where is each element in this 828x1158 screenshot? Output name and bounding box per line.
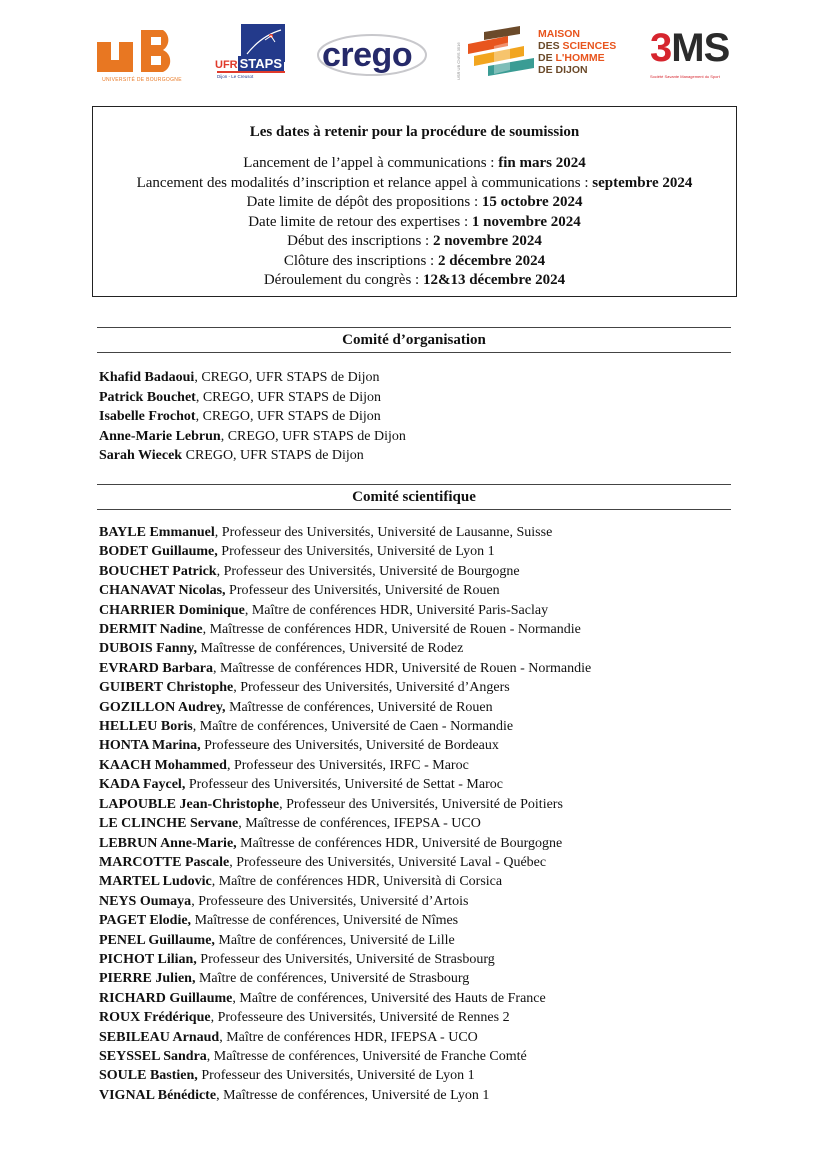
member-row	[99, 427, 406, 447]
member-name: LEBRUN Anne-Marie,	[99, 835, 237, 851]
key-dates-box	[92, 106, 737, 297]
key-date-label: Lancement de l’appel à communications :	[243, 155, 499, 171]
member-name: SOULE Bastien,	[99, 1068, 198, 1084]
key-date-label: Clôture des inscriptions :	[283, 252, 438, 269]
member-affiliation: , Maître de conférences HDR, Université Paris-Saclay	[244, 602, 549, 618]
msh-emblem-icon	[464, 26, 540, 84]
member-affiliation: , Maître de conférences HDR, Università di Corsica	[211, 874, 503, 890]
member-name: PENEL Guillaume,	[99, 932, 215, 948]
member-row	[99, 601, 591, 620]
member-name: BOUCHET Patrick	[99, 563, 217, 579]
member-affiliation: , Professeur des Universités, Université d’Angers	[233, 680, 510, 696]
member-row	[99, 950, 591, 969]
member-affiliation: Professeur des Universités, Université de Lyon 1	[197, 1068, 475, 1084]
msh-line2a: DES	[538, 40, 560, 52]
member-affiliation: , CREGO, UFR STAPS de Dijon	[195, 409, 381, 424]
member-affiliation: , Maîtresse de conférences HDR, Université de Rouen - Normandie	[212, 660, 592, 676]
member-name: RICHARD Guillaume	[99, 990, 233, 1006]
member-row	[99, 562, 591, 581]
member-name: Sarah Wiecek	[99, 448, 183, 463]
member-row	[99, 1066, 591, 1085]
member-row	[99, 756, 591, 775]
member-row	[99, 1086, 591, 1105]
organisation-members	[99, 368, 406, 466]
member-row	[99, 368, 406, 388]
msh-dijon-logo	[456, 26, 626, 84]
msh-line3a: DE	[538, 52, 553, 64]
member-affiliation: , Maîtresse de conférences, IFEPSA - UCO	[238, 816, 481, 832]
member-affiliation: , Maître de conférences, Université des Hauts de France	[232, 990, 546, 1006]
key-date-label: Lancement des modalités d’inscription et relance appel à communications :	[136, 174, 593, 191]
member-name: MARCOTTE Pascale	[99, 854, 230, 870]
key-date-label: Début des inscriptions :	[287, 233, 433, 249]
member-row	[99, 542, 591, 561]
member-affiliation: Professeur des Universités, Université de Strasbourg	[196, 951, 495, 967]
member-affiliation: , Maîtresse de conférences, Université de Lyon 1	[216, 1087, 490, 1103]
member-row	[99, 795, 591, 814]
member-affiliation: , Maître de conférences, Université de Caen - Normandie	[192, 719, 514, 735]
member-row	[99, 698, 591, 717]
member-row	[99, 736, 591, 755]
member-name: BODET Guillaume,	[99, 544, 218, 560]
key-date-value: 2 décembre 2024	[437, 252, 546, 269]
member-affiliation: CREGO, UFR STAPS de Dijon	[182, 448, 364, 463]
member-name: SEYSSEL Sandra	[99, 1048, 207, 1064]
member-name: PAGET Elodie,	[99, 913, 192, 929]
key-date-value: 15 octobre 2024	[481, 194, 583, 210]
member-name: HONTA Marina,	[99, 738, 201, 754]
member-affiliation: Maîtresse de conférences, Université de Rouen	[225, 699, 493, 715]
organisation-header	[97, 327, 731, 353]
member-row	[99, 989, 591, 1008]
member-name: BAYLE Emmanuel	[99, 525, 215, 540]
scientifique-title: Comité scientifique	[352, 489, 476, 505]
member-name: NEYS Oumaya	[99, 893, 192, 909]
key-date-line	[93, 213, 736, 233]
universite-bourgogne-logo	[97, 26, 187, 84]
member-row	[99, 1008, 591, 1027]
ufr-label: UFR	[215, 59, 238, 71]
member-row	[99, 446, 406, 466]
member-name: LAPOUBLE Jean-Christophe	[99, 796, 280, 812]
member-affiliation: , Professeur des Universités, Université de Lausanne, Suisse	[214, 525, 553, 540]
member-affiliation: Professeure des Universités, Université de Bordeaux	[200, 738, 499, 754]
divider	[97, 352, 731, 353]
member-name: HELLEU Boris	[99, 719, 193, 735]
member-row	[99, 581, 591, 600]
key-date-label: Date limite de retour des expertises :	[248, 213, 472, 230]
member-name: Anne-Marie Lebrun	[99, 428, 221, 444]
member-name: PICHOT Lilian,	[99, 951, 197, 967]
key-date-line	[93, 232, 736, 252]
member-affiliation: Professeur des Universités, Université de Lyon 1	[217, 544, 495, 560]
member-affiliation: Maîtresse de conférences, Université de Rodez	[197, 641, 464, 657]
member-row	[99, 407, 406, 427]
member-name: DERMIT Nadine	[99, 622, 203, 638]
member-affiliation: , Professeure des Universités, Université Laval - Québec	[229, 854, 547, 870]
member-row	[99, 620, 591, 639]
crego-wordmark: crego	[322, 36, 413, 74]
member-affiliation: , CREGO, UFR STAPS de Dijon	[194, 370, 380, 385]
member-row	[99, 969, 591, 988]
member-name: GUIBERT Christophe	[99, 680, 234, 696]
member-name: KADA Faycel,	[99, 777, 186, 793]
3ms-three: 3	[650, 26, 672, 70]
member-affiliation: , Professeur des Universités, Université de Poitiers	[279, 796, 563, 812]
member-affiliation: , Maîtresse de conférences, Université de Franche Comté	[206, 1048, 527, 1064]
key-dates-list	[93, 154, 736, 291]
ufr-staps-logo	[215, 24, 287, 86]
member-affiliation: , Professeur des Universités, IRFC - Maroc	[226, 757, 469, 773]
member-affiliation: Maître de conférences, Université de Lille	[214, 932, 455, 948]
member-row	[99, 523, 591, 542]
ufr-underline	[217, 71, 285, 73]
member-row	[99, 853, 591, 872]
key-date-label: Date limite de dépôt des propositions :	[246, 194, 482, 210]
member-name: ROUX Frédérique	[99, 1010, 211, 1026]
key-date-line	[93, 154, 736, 174]
member-affiliation: , CREGO, UFR STAPS de Dijon	[220, 428, 406, 444]
member-row	[99, 911, 591, 930]
key-date-value: septembre 2024	[592, 174, 693, 191]
member-affiliation: Maître de conférences, Université de Strasbourg	[195, 971, 470, 987]
member-affiliation: , Professeur des Universités, Université de Bourgogne	[216, 563, 520, 579]
member-row	[99, 1028, 591, 1047]
member-name: Khafid Badaoui	[99, 370, 195, 385]
key-date-line	[93, 271, 736, 291]
member-name: DUBOIS Fanny,	[99, 641, 198, 657]
member-name: PIERRE Julien,	[99, 971, 196, 987]
msh-vertical-text: USR UB CNRS 3516	[456, 42, 461, 80]
member-name: Patrick Bouchet	[99, 389, 196, 405]
ub-caption: UNIVERSITÉ DE BOURGOGNE	[102, 77, 182, 83]
member-row	[99, 678, 591, 697]
ufr-subtitle: Dijon - Le Creusot	[217, 74, 254, 79]
member-name: Isabelle Frochot	[99, 409, 196, 424]
divider	[97, 509, 731, 510]
key-date-value: 12&13 décembre 2024	[422, 272, 566, 288]
crego-logo	[316, 32, 428, 78]
member-name: VIGNAL Bénédicte	[99, 1087, 217, 1103]
ufr-staps-wordmark	[215, 56, 284, 71]
member-name: SEBILEAU Arnaud	[99, 1029, 220, 1045]
member-row	[99, 892, 591, 911]
scientifique-members	[99, 523, 591, 1105]
msh-wordmark	[538, 28, 616, 76]
organisation-title: Comité d’organisation	[342, 332, 486, 348]
member-row	[99, 717, 591, 736]
key-date-label: Déroulement du congrès :	[263, 272, 423, 288]
member-row	[99, 659, 591, 678]
member-affiliation: , Professeure des Universités, Université de Rennes 2	[210, 1010, 510, 1026]
msh-line3b: L'HOMME	[555, 52, 605, 64]
key-dates-title: Les dates à retenir pour la procédure de soumission	[249, 124, 580, 140]
member-row	[99, 388, 406, 408]
key-date-value: 1 novembre 2024	[471, 213, 581, 230]
member-row	[99, 931, 591, 950]
member-affiliation: , Maîtresse de conférences HDR, Université de Rouen - Normandie	[202, 622, 581, 638]
member-name: CHARRIER Dominique	[99, 602, 245, 618]
member-name: LE CLINCHE Servane	[99, 816, 239, 832]
staps-label: STAPS	[239, 56, 282, 71]
logo-bar	[0, 20, 828, 90]
3ms-ms: MS	[671, 26, 730, 70]
member-row	[99, 872, 591, 891]
3ms-subtitle: Société Savante Management du Sport	[650, 74, 720, 79]
member-name: EVRARD Barbara	[99, 660, 213, 676]
member-affiliation: Maîtresse de conférences, Université de Nîmes	[191, 913, 459, 929]
member-row	[99, 834, 591, 853]
msh-line1: MAISON	[538, 28, 580, 40]
member-row	[99, 775, 591, 794]
key-date-line	[93, 174, 736, 194]
member-name: MARTEL Ludovic	[99, 874, 212, 890]
member-name: GOZILLON Audrey,	[99, 699, 226, 715]
member-affiliation: , Professeure des Universités, Université d’Artois	[191, 893, 469, 909]
scientifique-header	[97, 484, 731, 510]
3ms-logo	[650, 26, 740, 84]
member-affiliation: , CREGO, UFR STAPS de Dijon	[195, 389, 382, 405]
member-row	[99, 814, 591, 833]
msh-line2b: SCIENCES	[562, 40, 617, 52]
member-name: CHANAVAT Nicolas,	[99, 583, 226, 599]
key-date-line	[93, 252, 736, 272]
member-name: KAACH Mohammed	[99, 757, 227, 773]
member-affiliation: Maîtresse de conférences HDR, Université de Bourgogne	[236, 835, 563, 851]
member-affiliation: Professeur des Universités, Université de Settat - Maroc	[185, 777, 503, 793]
member-row	[99, 639, 591, 658]
member-affiliation: , Maître de conférences HDR, IFEPSA - UCO	[219, 1029, 478, 1045]
msh-line4b: DIJON	[555, 64, 588, 76]
key-date-value: fin mars 2024	[498, 155, 586, 171]
member-affiliation: Professeur des Universités, Université de Rouen	[225, 583, 500, 599]
member-row	[99, 1047, 591, 1066]
key-date-value: 2 novembre 2024	[432, 233, 542, 249]
msh-line4a: DE	[538, 64, 553, 76]
3ms-wordmark	[650, 26, 729, 71]
key-date-line	[93, 193, 736, 213]
